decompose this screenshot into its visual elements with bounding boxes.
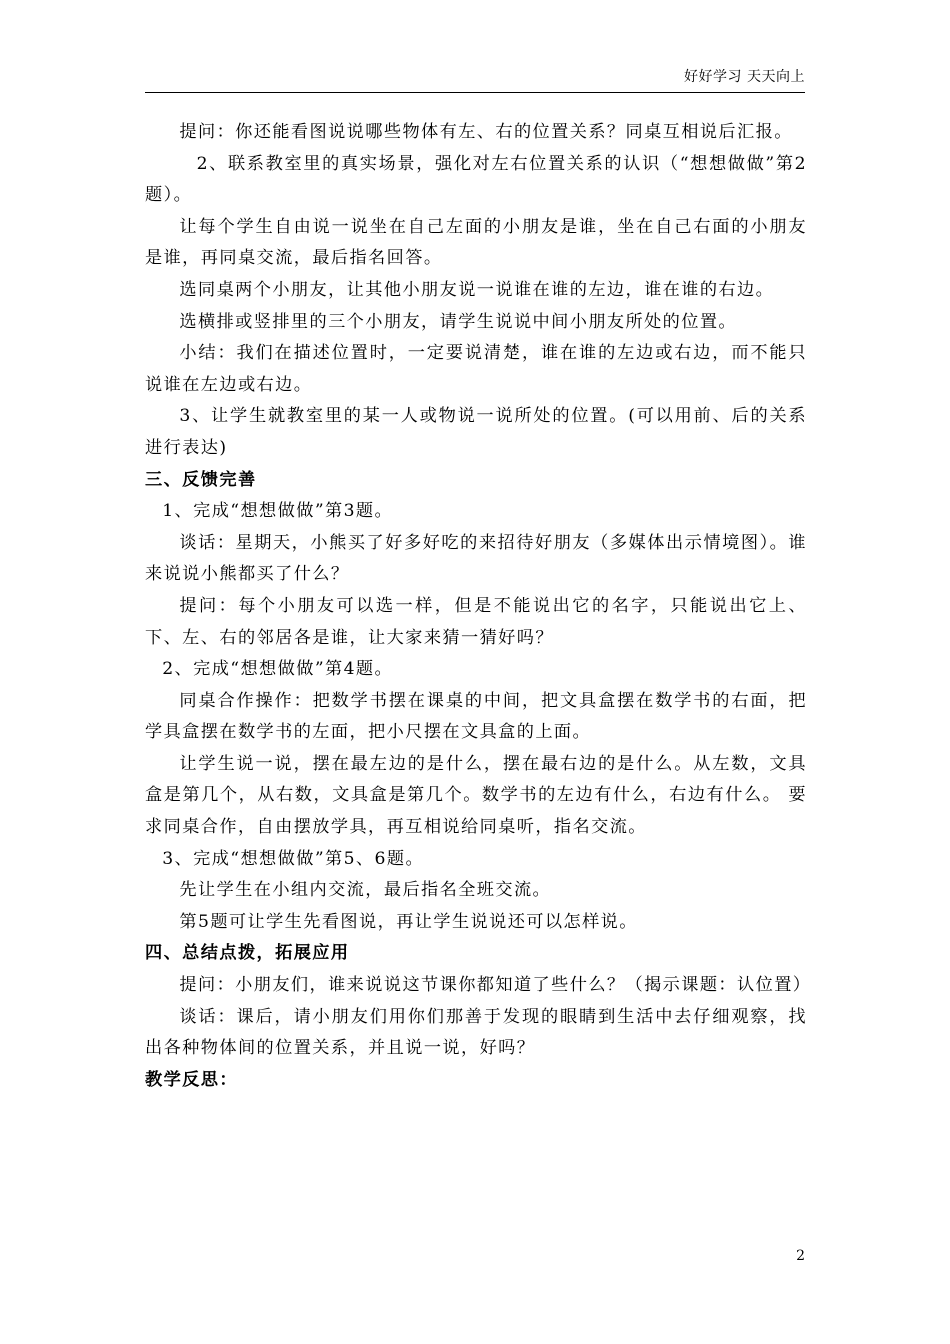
- page-header: 好好学习 天天向上: [684, 69, 805, 85]
- paragraph: 让每个学生自由说一说坐在自己左面的小朋友是谁，坐在自己右面的小朋友是谁，再同桌交流，最后指名回答。: [145, 216, 807, 269]
- section-heading: 四、总结点拨，拓展应用: [145, 943, 350, 964]
- page-number: 2: [796, 1248, 805, 1264]
- paragraph: 先让学生在小组内交流，最后指名全班交流。: [179, 880, 552, 901]
- paragraph: 让学生说一说，摆在最左边的是什么，摆在最右边的是什么。从左数，文具盒是第几个，从右数，文具盒是第几个。数学书的左边有什么，右边有什么。 要求同桌合作，自由摆放学具，再互相说给同桌听，指名交流。: [145, 753, 807, 838]
- paragraph: 选横排或竖排里的三个小朋友，请学生说说中间小朋友所处的位置。: [179, 311, 738, 332]
- paragraph: 提问：小朋友们，谁来说说这节课你都知道了些什么？（揭示课题：认位置）: [179, 975, 812, 996]
- paragraph: 提问：你还能看图说说哪些物体有左、右的位置关系？同桌互相说后汇报。: [179, 122, 793, 142]
- paragraph: 小结：我们在描述位置时，一定要说清楚，谁在谁的左边或右边，而不能只说谁在左边或右边。: [145, 343, 807, 395]
- paragraph: 第5题可让学生先看图说，再让学生说说还可以怎样说。: [179, 911, 638, 932]
- header-divider: [145, 92, 805, 93]
- paragraph: 1、完成“想想做做”第3题。: [162, 501, 394, 522]
- paragraph: 同桌合作操作：把数学书摆在课桌的中间，把文具盒摆在数学书的右面，把学具盒摆在数学书的左面，把小尺摆在文具盒的上面。: [145, 690, 807, 743]
- paragraph: 3、让学生就教室里的某一人或物说一说所处的位置。(可以用前、后的关系进行表达): [145, 406, 807, 458]
- paragraph: 2、完成“想想做做”第4题。: [162, 659, 394, 680]
- section-heading: 教学反思：: [145, 1069, 238, 1090]
- paragraph: 提问：每个小朋友可以选一样，但是不能说出它的名字，只能说出它上、下、左、右的邻居各是谁，让大家来猜一猜好吗？: [145, 595, 807, 648]
- paragraph: 谈话：星期天，小熊买了好多好吃的来招待好朋友（多媒体出示情境图）。谁来说说小熊都买了什么？: [145, 532, 807, 585]
- paragraph: 2、联系教室里的真实场景，强化对左右位置关系的认识（“想想做做”第2题）。: [145, 153, 807, 206]
- document-body: [145, 117, 812, 1096]
- paragraph: 选同桌两个小朋友，让其他小朋友说一说谁在谁的左边，谁在谁的右边。: [179, 279, 775, 300]
- section-heading: 三、反馈完善: [145, 469, 257, 490]
- paragraph: 谈话：课后，请小朋友们用你们那善于发现的眼睛到生活中去仔细观察，找出各种物体间的位置关系，并且说一说，好吗？: [145, 1006, 807, 1059]
- paragraph: 3、完成“想想做做”第5、6题。: [162, 848, 425, 869]
